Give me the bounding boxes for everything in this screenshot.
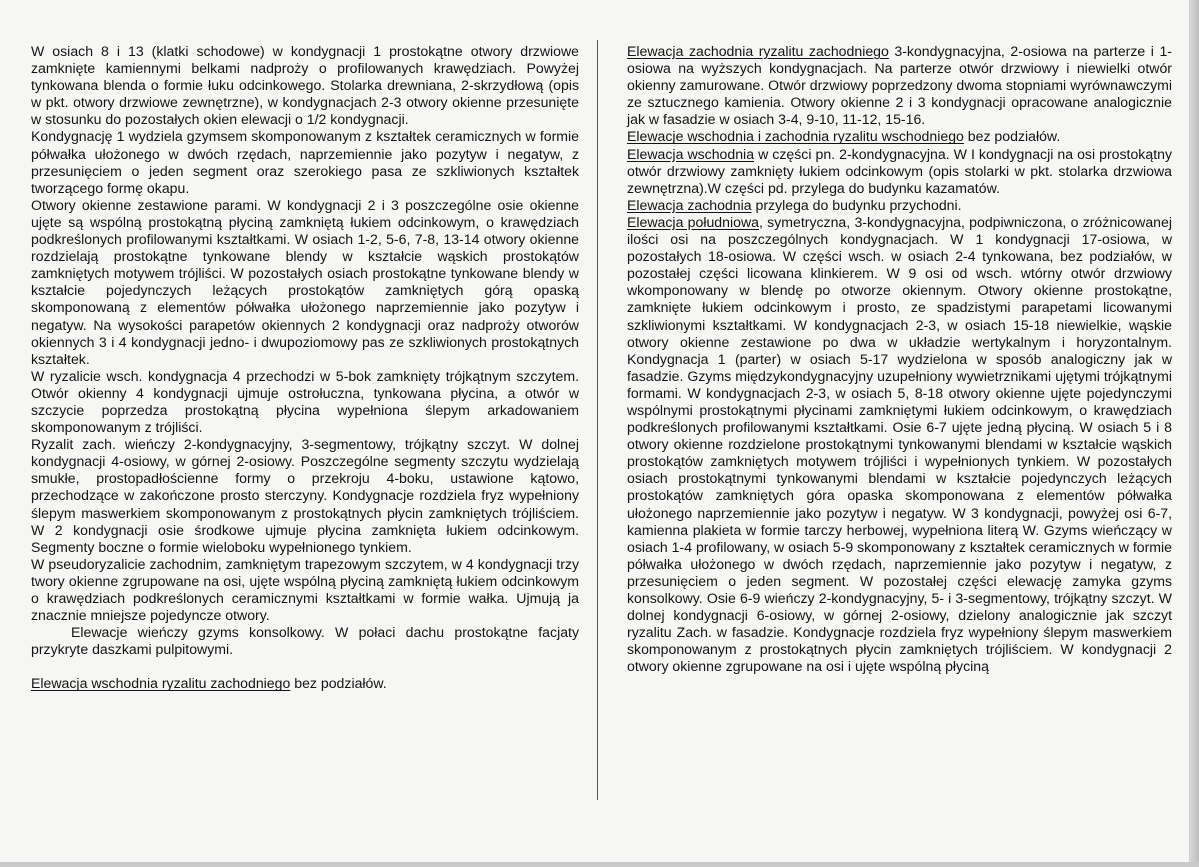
paragraph-stairwell-openings: W osiach 8 i 13 (klatki schodowe) w kondygnacji 1 prostokątne otwory drzwiowe zamknięte kamiennymi belkami nadproży o profilowanych krawędziach. Powyżej tynkowana blenda o formie łuku odcinkowego. Stolarka drewniana, 2-skrzydłową (opis w pkt. otwory drzwiowe zewnętrzne), w kondygnacjach 2-3 otwory okienne przesunięte w stosunku do pozostałych okien elewacji o 1/2 kondygnacji. <box>31 43 579 128</box>
paragraph-west-avant-corps: Ryzalit zach. wieńczy 2-kondygnacyjny, 3-segmentowy, trójkątny szczyt. W dolnej kondygnacji 4-osiowy, w górnej 2-osiowy. Poszczególne segmenty szczytu wydzielają smukłe, prostopadłościenne formy o przekroju 4-boku, ustawione kątowo, przechodzące w zakończone prosto sterczyny. Kondygnacje rozdziela fryz wypełniony ślepym maswerkiem skomponowanym z prostokątnych płycin zamkniętych trójliściem. W 2 kondygnacji osie środkowe ujmuje płycina zamknięta łukiem odcinkowym. Segmenty boczne o formie wieloboku wypełnionego tynkiem. <box>31 436 579 555</box>
paragraph-crowning-cornice: Elewacje wieńczy gzyms konsolkowy. W połaci dachu prostokątne facjaty przykryte daszkami pulpitowymi. <box>31 624 579 658</box>
paragraph-west-pseudo-avant-corps: W pseudoryzalicie zachodnim, zamkniętym trapezowym szczytem, w 4 kondygnacji trzy twory okienne zgrupowane na osi, ujęte wspólną płyciną zamkniętą łukiem odcinkowym o krawędziach podkreślonych ceramicznymi kształtkami w formie wałka. Ujmują ja znacznie mniejsze pojedyncze otwory. <box>31 555 579 624</box>
section-heading: Elewacja wschodnia ryzalitu zachodniego <box>31 675 291 692</box>
right-column <box>627 43 1172 675</box>
section-heading: Elewacja zachodnia <box>627 196 752 213</box>
paragraph-south-elevation <box>627 214 1172 676</box>
paragraph-east-west-elevations-east-avant-corps <box>627 128 1172 145</box>
paragraph-west-elevation-west-avant-corps <box>627 43 1172 128</box>
section-heading: Elewacje wschodnia i zachodnia ryzalitu wschodniego <box>627 128 964 145</box>
section-heading: Elewacja południowa <box>627 213 759 230</box>
section-text: bez podziałów. <box>963 128 1061 145</box>
paragraph-east-avant-corps: W ryzalicie wsch. kondygnacja 4 przechodzi w 5-bok zamknięty trójkątnym szczytem. Otwór okienny 4 kondygnacji ujmuje ostrołuczna, tynkowana płycina, a otwór w szczycie poprzedza prostokątną płycina wypełniona ślepym arkadowaniem skomponowanym z trójliści. <box>31 367 579 436</box>
scan-edge-bottom <box>0 862 1199 867</box>
scan-edge-right <box>1189 0 1199 867</box>
paragraph-east-elevation <box>627 146 1172 197</box>
column-divider <box>597 40 598 800</box>
section-heading: Elewacja zachodnia ryzalitu zachodniego <box>627 43 889 59</box>
paragraph-storey-cornice: Kondygnację 1 wydziela gzymsem skomponowanym z kształtek ceramicznych w formie półwałka ułożonego w dwóch rzędach, naprzemiennie jako pozytyw i negatyw, z przesunięciem o jeden segment oraz szerokiego pasa ze szkliwionych kształtek tworzącego formę okapu. <box>31 128 579 196</box>
section-text: w części pn. 2-kondygnacyjna. W I kondygnacji na osi prostokątny otwór drzwiowy zamknięty łukiem odcinkowym (opis stolarki w pkt. stolarka drzwiowa zewnętrzna).W części pd. przylega do budynku kazamatów. <box>627 145 1172 196</box>
section-text: bez podziałów. <box>290 675 387 692</box>
section-heading: Elewacja wschodnia <box>627 145 755 162</box>
paragraph-window-pairs: Otwory okienne zestawione parami. W kondygnacji 2 i 3 poszczególne osie okienne ujęte są wspólną prostokątną płyciną zamkniętą łukiem odcinkowym, o krawędziach podkreślonych profilowanymi kształtkami. W osiach 1-2, 5-6, 7-8, 13-14 otwory okienne rozdzielają prostokątne tynkowane blendy w kształcie wąskich prostokątów zamkniętych motywem trójliści. W pozostałych osiach prostokątne tynkowane blendy w kształcie pojedynczych leżących prostokątów zamkniętych górą opaską skomponowaną z elementów półwałka ułożonego naprzemiennie jako pozytyw i negatyw. Na wysokości parapetów okiennych 2 kondygnacji oraz nadproży otworów okiennych 3 i 4 kondygnacji jedno- i dwupoziomowy pas ze szkliwionych prostokątnych kształtek. <box>31 196 579 367</box>
section-text: 3-kondygnacyjna, 2-osiowa na parterze i 1-osiowa na wyższych kondygnacjach. Na parterze otwór drzwiowy i niewielki otwór okienny zamurowane. Otwór drzwiowy poprzedzony dwoma stopniami wyrównawczymi ze sztucznego kamienia. Otwory okienne 2 i 3 kondygnacji opracowane analogicznie jak w fasadzie w osiach 3-4, 9-10, 11-12, 15-16. <box>627 43 1172 128</box>
paragraph-east-elevation-west-avant-corps <box>31 675 579 692</box>
section-text: , symetryczna, 3-kondygnacyjna, podpiwniczona, o zróżnicowanej ilości osi na poszczególnych kondygnacjach. W 1 kondygnacji 17-osiowa, w pozostałych 18-osiowa. W części wsch. w osiach 2-4 tynkowana, bez podziałów, w pozostałej części licowana klinkierem. W 9 osi od wsch. wtórny otwór drzwiowy wkomponowany w blendę po otworze okiennym. Otwory okienne prostokątne, zamknięte łukiem odcinkowym i prosto, ze spadzistymi parapetami licowanymi szkliwionymi kształtkami. W kondygnacjach 2-3, w osiach 15-18 niewielkie, wąskie otwory okienne zestawione po dwa w układzie wertykalnym i horyzontalnym. Kondygnacja 1 (parter) w osiach 5-17 wydzielona w sposób analogiczny jak w fasadzie. Gzyms międzykondygnacyjny uzupełniony wywietrznikami ujętymi trójkątnymi formami. W kondygnacjach 2-3, w osiach 5, 8-18 otwory okienne ujęte pojedynczymi wspólnymi prostokątnymi płycinami zamkniętymi łukiem odcinkowym, o krawędziach podkreślonych profilowanymi kształtkami. Osie 6-7 ujęte jedną płyciną. W osiach 5 i 8 otwory okienne rozdzielone prostokątnymi tynkowanymi blendami w kształcie wąskich prostokątów zamkniętych motywem trójliści i wypełnionych tynkiem. W pozostałych osiach prostokątnymi tynkowanymi blendami w kształcie pojedynczych leżących prostokątów zamkniętych góra opaska skomponowana z elementów półwałka ułożonego naprzemiennie jako pozytyw i negatyw. W 3 kondygnacji, powyżej osi 6-7, kamienna plakieta w formie tarczy herbowej, wypełniona literą W. Gzyms wieńczący w osiach 1-4 profilowany, w osiach 5-9 skomponowany z kształtek ceramicznych w formie półwałka ułożonego w dwóch rzędach, naprzemiennie jako pozytyw i negatyw, z przesunięciem o jeden segment. W pozostałej części elewację zamyka gzyms konsolkowy. Osie 6-9 wieńczy 2-kondygnacyjny, 5- i 3-segmentowy, trójkątny szczyt. W dolnej kondygnacji 6-osiowy, w górnej 2-osiowy, dzielony analogicznie jak szczyt ryzalitu Zach. w fasadzie. Kondygnacje rozdziela fryz wypełniony ślepym maswerkiem skomponowanym z prostokątnych płycin zamkniętych trójliściem. W kondygnacji 2 otwory okienne zgrupowane na osi i ujęte wspólną płyciną <box>627 213 1172 675</box>
left-column <box>31 43 579 693</box>
section-text: przylega do budynku przychodni. <box>751 196 962 213</box>
paragraph-west-elevation <box>627 197 1172 214</box>
